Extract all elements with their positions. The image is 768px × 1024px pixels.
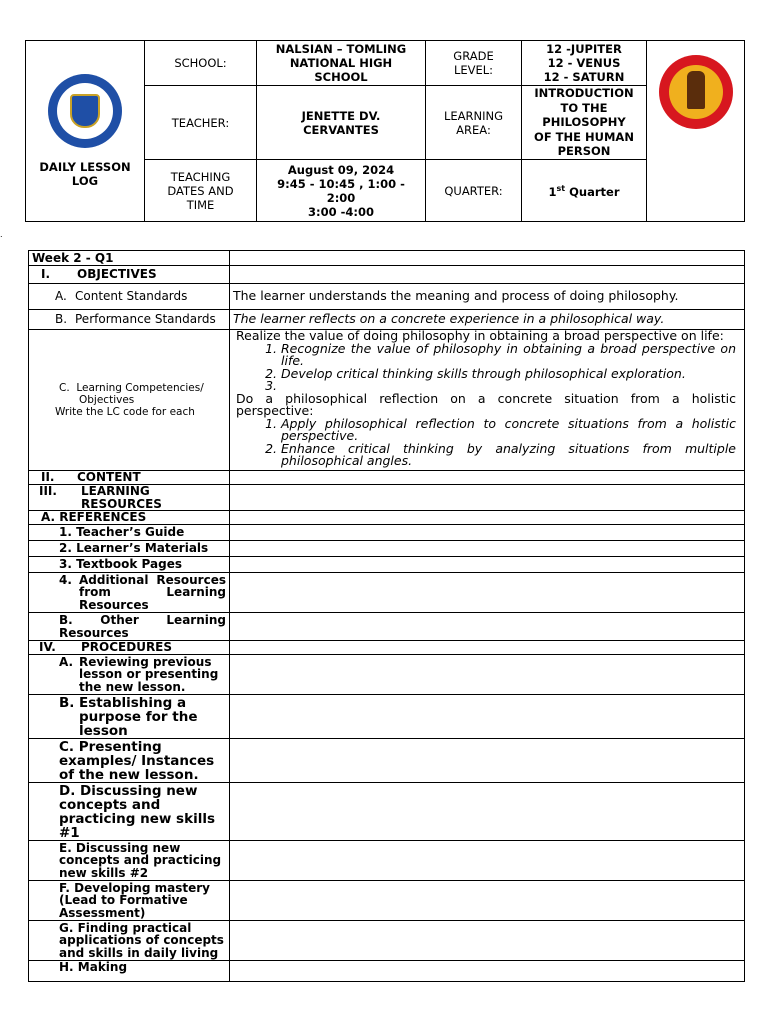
header-table <box>25 40 745 222</box>
additional-resources-value <box>230 573 745 613</box>
proc-a-value <box>230 655 745 695</box>
dates-value: August 09, 2024 9:45 - 10:45 , 1:00 - 2:00 3:00 -4:00 <box>257 160 426 222</box>
other-resources-label: B. Other Learning Resources <box>29 613 230 641</box>
proc-e-value <box>230 841 745 881</box>
school-label: SCHOOL: <box>145 41 257 86</box>
log-title: DAILY LESSON LOG <box>39 160 131 188</box>
lc-item: 2. Enhance critical thinking by analyzing situations from multiple philosophical angles. <box>281 443 736 468</box>
grade-label: GRADE LEVEL: <box>426 41 522 86</box>
teacher-label: TEACHER: <box>145 86 257 160</box>
procedures-heading: IV. PROCEDURES <box>29 641 230 655</box>
proc-b-value <box>230 695 745 739</box>
content-value <box>230 471 745 485</box>
other-resources-value <box>230 613 745 641</box>
proc-f-value <box>230 881 745 921</box>
lc-list-1 <box>236 340 736 393</box>
school-seal-icon <box>659 55 733 129</box>
proc-h-label: H. Making <box>29 961 230 982</box>
dll-table <box>28 250 745 982</box>
teachers-guide-value <box>230 525 745 541</box>
additional-resources-label: 4. Additional Resources from Learning Resources <box>29 573 230 613</box>
school-seal-cell <box>647 41 745 222</box>
references-value <box>230 511 745 525</box>
area-label: LEARNING AREA: <box>426 86 522 160</box>
learning-resources-value <box>230 485 745 511</box>
lc-item: 1. Recognize the value of philosophy in obtaining a broad perspective on life. <box>281 343 736 368</box>
procedures-value <box>230 641 745 655</box>
proc-e-label: E. Discussing new concepts and practicing new skills #2 <box>29 841 230 881</box>
learners-materials-value <box>230 541 745 557</box>
lc-intro-1: Realize the value of doing philosophy in obtaining a broad perspective on life: <box>236 328 724 343</box>
dates-label: TEACHING DATES AND TIME <box>145 160 257 222</box>
proc-g-label: G. Finding practical applications of concepts and skills in daily living <box>29 921 230 961</box>
proc-h-value <box>230 961 745 982</box>
week-label: Week 2 - Q1 <box>29 251 230 266</box>
objectives-value <box>230 266 745 284</box>
proc-c-label: C. Presenting examples/ Instances of the new lesson. <box>29 739 230 783</box>
school-value: NALSIAN – TOMLING NATIONAL HIGH SCHOOL <box>257 41 426 86</box>
proc-g-value <box>230 921 745 961</box>
learning-competencies-value <box>230 330 745 471</box>
content-standards-value: The learner understands the meaning and process of doing philosophy. <box>230 284 745 310</box>
deped-seal-icon <box>48 74 122 148</box>
textbook-pages-label: 3. Textbook Pages <box>29 557 230 573</box>
proc-a-label: A. Reviewing previous lesson or presenting the new lesson. <box>29 655 230 695</box>
lc-list-2 <box>236 415 736 468</box>
week-value <box>230 251 745 266</box>
quarter-value: 1st Quarter <box>522 160 647 222</box>
content-heading: II. CONTENT <box>29 471 230 485</box>
textbook-pages-value <box>230 557 745 573</box>
teacher-value: JENETTE DV. CERVANTES <box>257 86 426 160</box>
performance-standards-label: B. Performance Standards <box>29 310 230 330</box>
teachers-guide-label: 1. Teacher’s Guide <box>29 525 230 541</box>
objectives-heading: I. OBJECTIVES <box>29 266 230 284</box>
lc-item: 1. Apply philosophical reflection to concrete situations from a holistic perspective. <box>281 418 736 443</box>
proc-f-label: F. Developing mastery (Lead to Formative Assessment) <box>29 881 230 921</box>
proc-d-label: D. Discussing new concepts and practicing new skills #1 <box>29 783 230 841</box>
proc-d-value <box>230 783 745 841</box>
content-standards-label: A. Content Standards <box>29 284 230 310</box>
performance-standards-value: The learner reflects on a concrete experience in a philosophical way. <box>230 310 745 330</box>
learning-competencies-label: C. Learning Competencies/ Objectives Write the LC code for each <box>29 330 230 471</box>
learning-resources-heading: III. LEARNING RESOURCES <box>29 485 230 511</box>
stray-mark: . <box>0 230 3 239</box>
learners-materials-label: 2. Learner’s Materials <box>29 541 230 557</box>
lc-item: 2. Develop critical thinking skills through philosophical exploration. <box>281 368 736 381</box>
log-title-cell <box>26 41 145 222</box>
area-value: INTRODUCTION TO THE PHILOSOPHY OF THE HUMAN PERSON <box>522 86 647 160</box>
quarter-label: QUARTER: <box>426 160 522 222</box>
proc-b-label: B. Establishing a purpose for the lesson <box>29 695 230 739</box>
references-heading: A. REFERENCES <box>29 511 230 525</box>
lc-intro-2: Do a philosophical reflection on a concrete situation from a holistic perspective: <box>236 390 736 418</box>
grade-value: 12 -JUPITER 12 - VENUS 12 - SATURN <box>522 41 647 86</box>
proc-c-value <box>230 739 745 783</box>
